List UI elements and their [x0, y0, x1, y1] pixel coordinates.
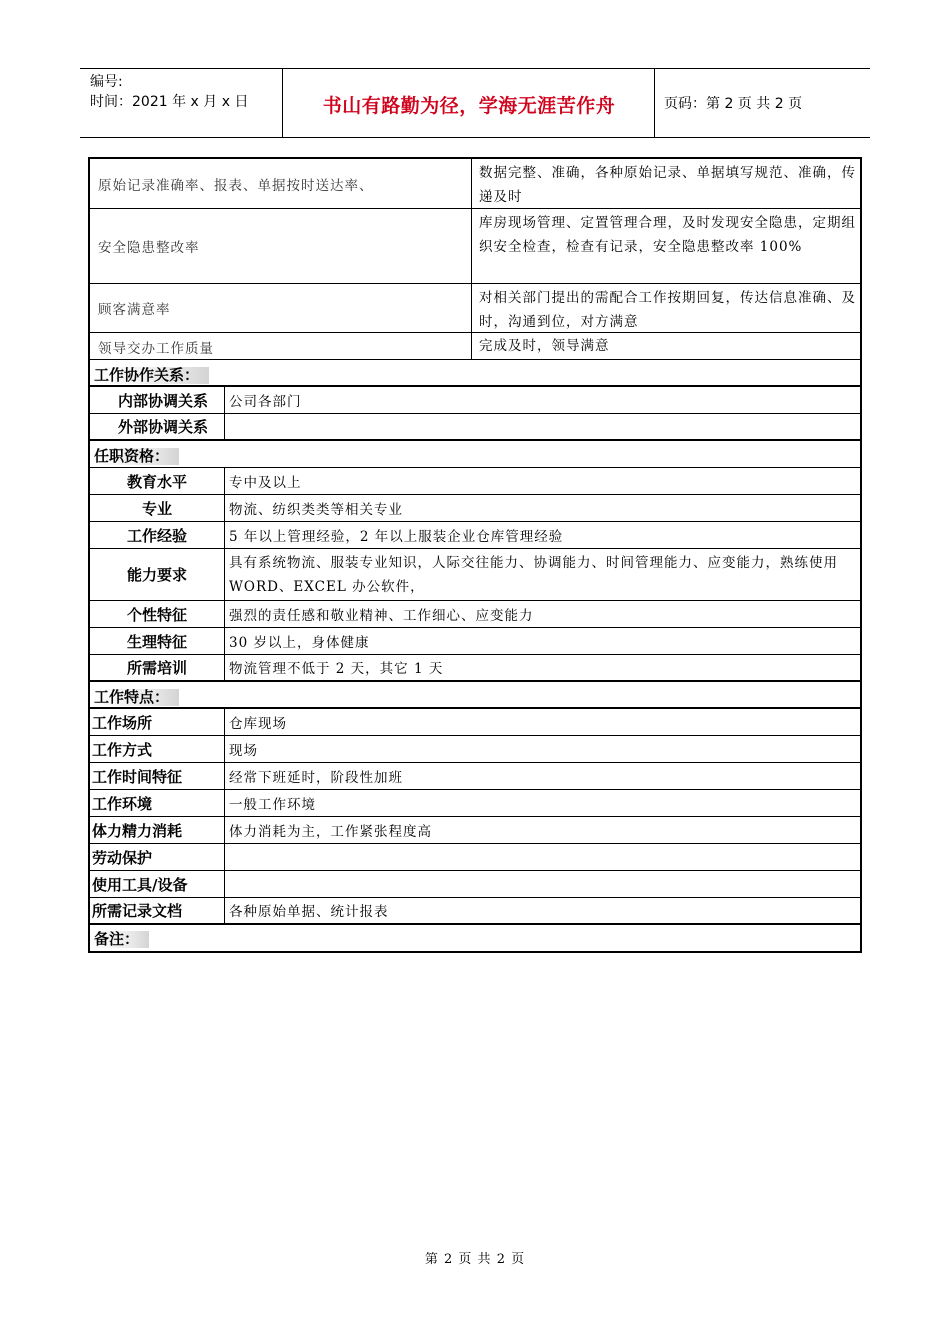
feature-row [90, 898, 860, 925]
header-meta [90, 72, 248, 112]
row-label: 内部协调关系 [90, 387, 225, 413]
row-value [225, 844, 860, 870]
row-label: 所需记录文档 [90, 898, 225, 923]
page-footer: 第 2 页 共 2 页 [424, 1252, 526, 1267]
row-value: 仓库现场 [229, 716, 287, 732]
row-value: 公司各部门 [229, 394, 302, 410]
row-value: 物流管理不低于 2 天，其它 1 天 [229, 661, 444, 677]
row-value: 强烈的责任感和敬业精神、工作细心、应变能力 [229, 608, 534, 624]
row-label: 外部协调关系 [90, 414, 225, 439]
performance-value: 对相关部门提出的需配合工作按期回复，传达信息准确、及时，沟通到位，对方满意 [479, 290, 856, 330]
cooperation-row [90, 414, 860, 441]
page-header [80, 68, 870, 138]
row-value [225, 871, 860, 897]
job-description-table [88, 157, 862, 953]
qualification-row [90, 655, 860, 682]
header-page-number: 页码：第 2 页 共 2 页 [664, 96, 803, 112]
performance-row [90, 284, 860, 333]
section-remarks [90, 925, 860, 951]
performance-label: 领导交办工作质量 [90, 333, 472, 359]
qualification-row [90, 495, 860, 522]
section-title: 工作协作关系： [92, 367, 209, 384]
qualification-row [90, 628, 860, 655]
feature-row [90, 709, 860, 736]
row-value: 专中及以上 [229, 475, 302, 491]
header-divider [282, 69, 283, 137]
row-value: 物流、纺织类类等相关专业 [229, 502, 403, 518]
row-value: 30 岁以上，身体健康 [229, 635, 370, 651]
row-label: 生理特征 [90, 628, 225, 654]
header-motto: 书山有路勤为径，学海无涯苦作舟 [322, 95, 616, 117]
qualification-row [90, 549, 860, 601]
feature-row [90, 844, 860, 871]
performance-value: 库房现场管理、定置管理合理，及时发现安全隐患，定期组织安全检查，检查有记录，安全隐患整改率 100% [479, 215, 856, 255]
row-value: 5 年以上管理经验，2 年以上服装企业仓库管理经验 [229, 529, 564, 545]
section-title: 工作特点： [92, 689, 179, 706]
doc-number-label: 编号: [90, 74, 123, 90]
section-qualifications [90, 441, 860, 468]
row-label: 所需培训 [90, 655, 225, 680]
feature-row [90, 790, 860, 817]
performance-label: 安全隐患整改率 [90, 209, 472, 283]
performance-value: 数据完整、准确，各种原始记录、单据填写规范、准确，传递及时 [479, 165, 856, 205]
row-value: 经常下班延时，阶段性加班 [229, 770, 403, 786]
row-value: 各种原始单据、统计报表 [229, 904, 389, 920]
row-label: 使用工具/设备 [90, 871, 225, 897]
feature-row [90, 736, 860, 763]
row-label: 体力精力消耗 [90, 817, 225, 843]
performance-row [90, 159, 860, 209]
row-label: 工作方式 [90, 736, 225, 762]
section-cooperation [90, 360, 860, 387]
qualification-row [90, 601, 860, 628]
header-divider [654, 69, 655, 137]
feature-row [90, 817, 860, 844]
performance-label: 顾客满意率 [90, 284, 472, 332]
feature-row [90, 871, 860, 898]
row-value [225, 414, 860, 439]
section-features [90, 682, 860, 709]
row-label: 个性特征 [90, 601, 225, 627]
row-label: 能力要求 [90, 549, 225, 600]
row-label: 劳动保护 [90, 844, 225, 870]
row-label: 工作经验 [90, 522, 225, 548]
cooperation-row [90, 387, 860, 414]
row-value: 现场 [229, 743, 258, 759]
performance-row [90, 209, 860, 284]
qualification-row [90, 522, 860, 549]
row-label: 专业 [90, 495, 225, 521]
row-value: 一般工作环境 [229, 797, 316, 813]
section-title: 备注： [92, 931, 149, 948]
section-title: 任职资格： [92, 448, 179, 465]
date-label: 时间：2021 年 x 月 x 日 [90, 94, 249, 110]
row-label: 教育水平 [90, 468, 225, 494]
row-value: 体力消耗为主，工作紧张程度高 [229, 824, 432, 840]
performance-row [90, 333, 860, 360]
qualification-row [90, 468, 860, 495]
row-label: 工作场所 [90, 709, 225, 735]
row-label: 工作时间特征 [90, 763, 225, 789]
row-label: 工作环境 [90, 790, 225, 816]
row-value: 具有系统物流、服装专业知识，人际交往能力、协调能力、时间管理能力、应变能力，熟练使用 WORD、EXCEL 办公软件， [229, 554, 838, 595]
feature-row [90, 763, 860, 790]
performance-value: 完成及时，领导满意 [479, 338, 610, 354]
performance-label: 原始记录准确率、报表、单据按时送达率、 [90, 159, 472, 208]
